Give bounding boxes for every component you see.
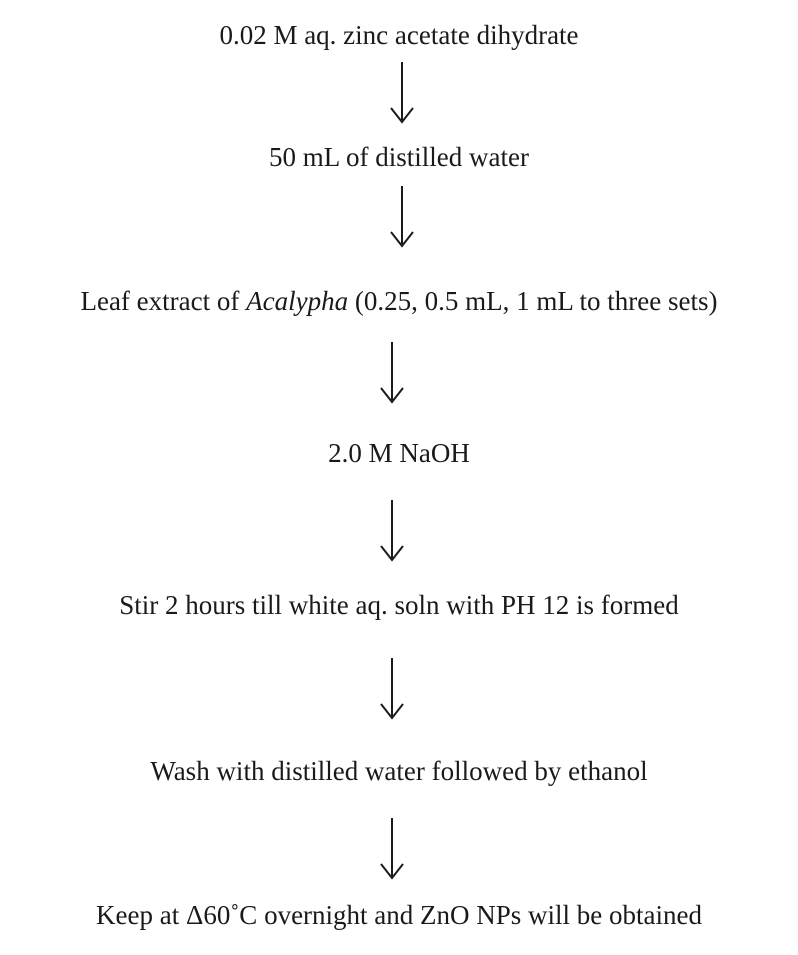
step-2-distilled-water: 50 mL of distilled water: [269, 142, 529, 172]
down-arrow-icon: [372, 656, 412, 722]
step-6-wash: Wash with distilled water followed by ethanol: [150, 756, 648, 786]
down-arrow-icon: [372, 340, 412, 406]
step-5-stir: Stir 2 hours till white aq. soln with PH 12 is formed: [119, 590, 679, 620]
step-1-zinc-acetate: 0.02 M aq. zinc acetate dihydrate: [219, 20, 579, 50]
down-arrow-icon: [382, 184, 422, 250]
step-3-leaf-extract: [0, 284, 798, 318]
down-arrow-icon: [372, 816, 412, 882]
step-7-keep-overnight: Keep at Δ60˚C overnight and ZnO NPs will be obtained: [96, 900, 702, 930]
down-arrow-icon: [372, 498, 412, 564]
step-3-species-name: Acalypha: [246, 286, 349, 316]
down-arrow-icon: [382, 60, 422, 126]
step-3-text-post: (0.25, 0.5 mL, 1 mL to three sets): [348, 286, 718, 316]
step-4-naoh: 2.0 M NaOH: [328, 438, 470, 468]
step-3-text-pre: Leaf extract of: [80, 286, 247, 316]
